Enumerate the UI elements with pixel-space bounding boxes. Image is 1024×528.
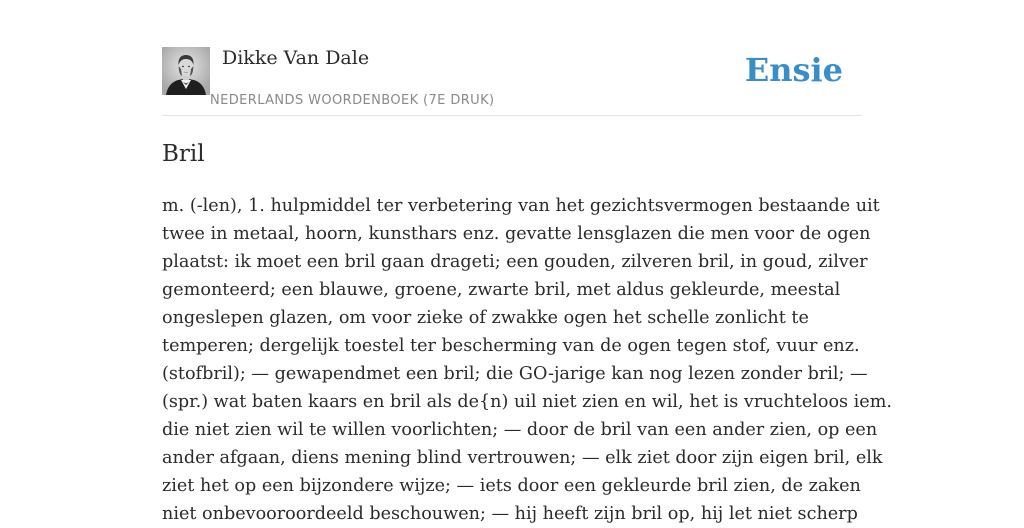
source-label[interactable]: NEDERLANDS WOORDENBOEK (7E DRUK): [210, 93, 495, 108]
brand-logo[interactable]: Ensie: [744, 51, 843, 89]
author-name[interactable]: Dikke Van Dale: [222, 47, 370, 69]
definition-line: ziet het op een bijzondere wijze; — iets door een gekleurde bril zien, de zaken: [162, 476, 861, 496]
definition-line: (spr.) wat baten kaars en bril als de{n) uil niet zien en wil, het is vruchteloos iem.: [162, 392, 892, 412]
entry-definition: [162, 192, 892, 528]
definition-line: temperen; dergelijk toestel ter bescherming van de ogen tegen stof, vuur enz.: [162, 336, 860, 356]
definition-line: twee in metaal, hoorn, kunsthars enz. gevatte lensglazen die men voor de ogen: [162, 224, 871, 244]
definition-line: niet onbevooroordeeld beschouwen; — hij heeft zijn bril op, hij let niet scherp: [162, 504, 858, 524]
definition-line: ander afgaan, diens mening blind vertrouwen; — elk ziet door zijn eigen bril, elk: [162, 448, 883, 468]
definition-line: ongeslepen glazen, om voor zieke of zwakke ogen het schelle zonlicht te: [162, 308, 809, 328]
author-avatar[interactable]: [162, 47, 210, 95]
portrait-icon: [162, 47, 210, 95]
entry-title: Bril: [162, 141, 205, 167]
definition-line: die niet zien wil te willen voorlichten; — door de bril van een ander zien, op een: [162, 420, 878, 440]
definition-line: plaatst: ik moet een bril gaan drageti; een gouden, zilveren bril, in goud, zilver: [162, 252, 868, 272]
definition-line: m. (-len), 1. hulpmiddel ter verbetering van het gezichtsvermogen bestaande uit: [162, 196, 880, 216]
definition-line: gemonteerd; een blauwe, groene, zwarte bril, met aldus gekleurde, meestal: [162, 280, 841, 300]
entry-header: [162, 0, 862, 116]
definition-line: (stofbril); — gewapendmet een bril; die GO-jarige kan nog lezen zonder bril; —: [162, 364, 868, 384]
